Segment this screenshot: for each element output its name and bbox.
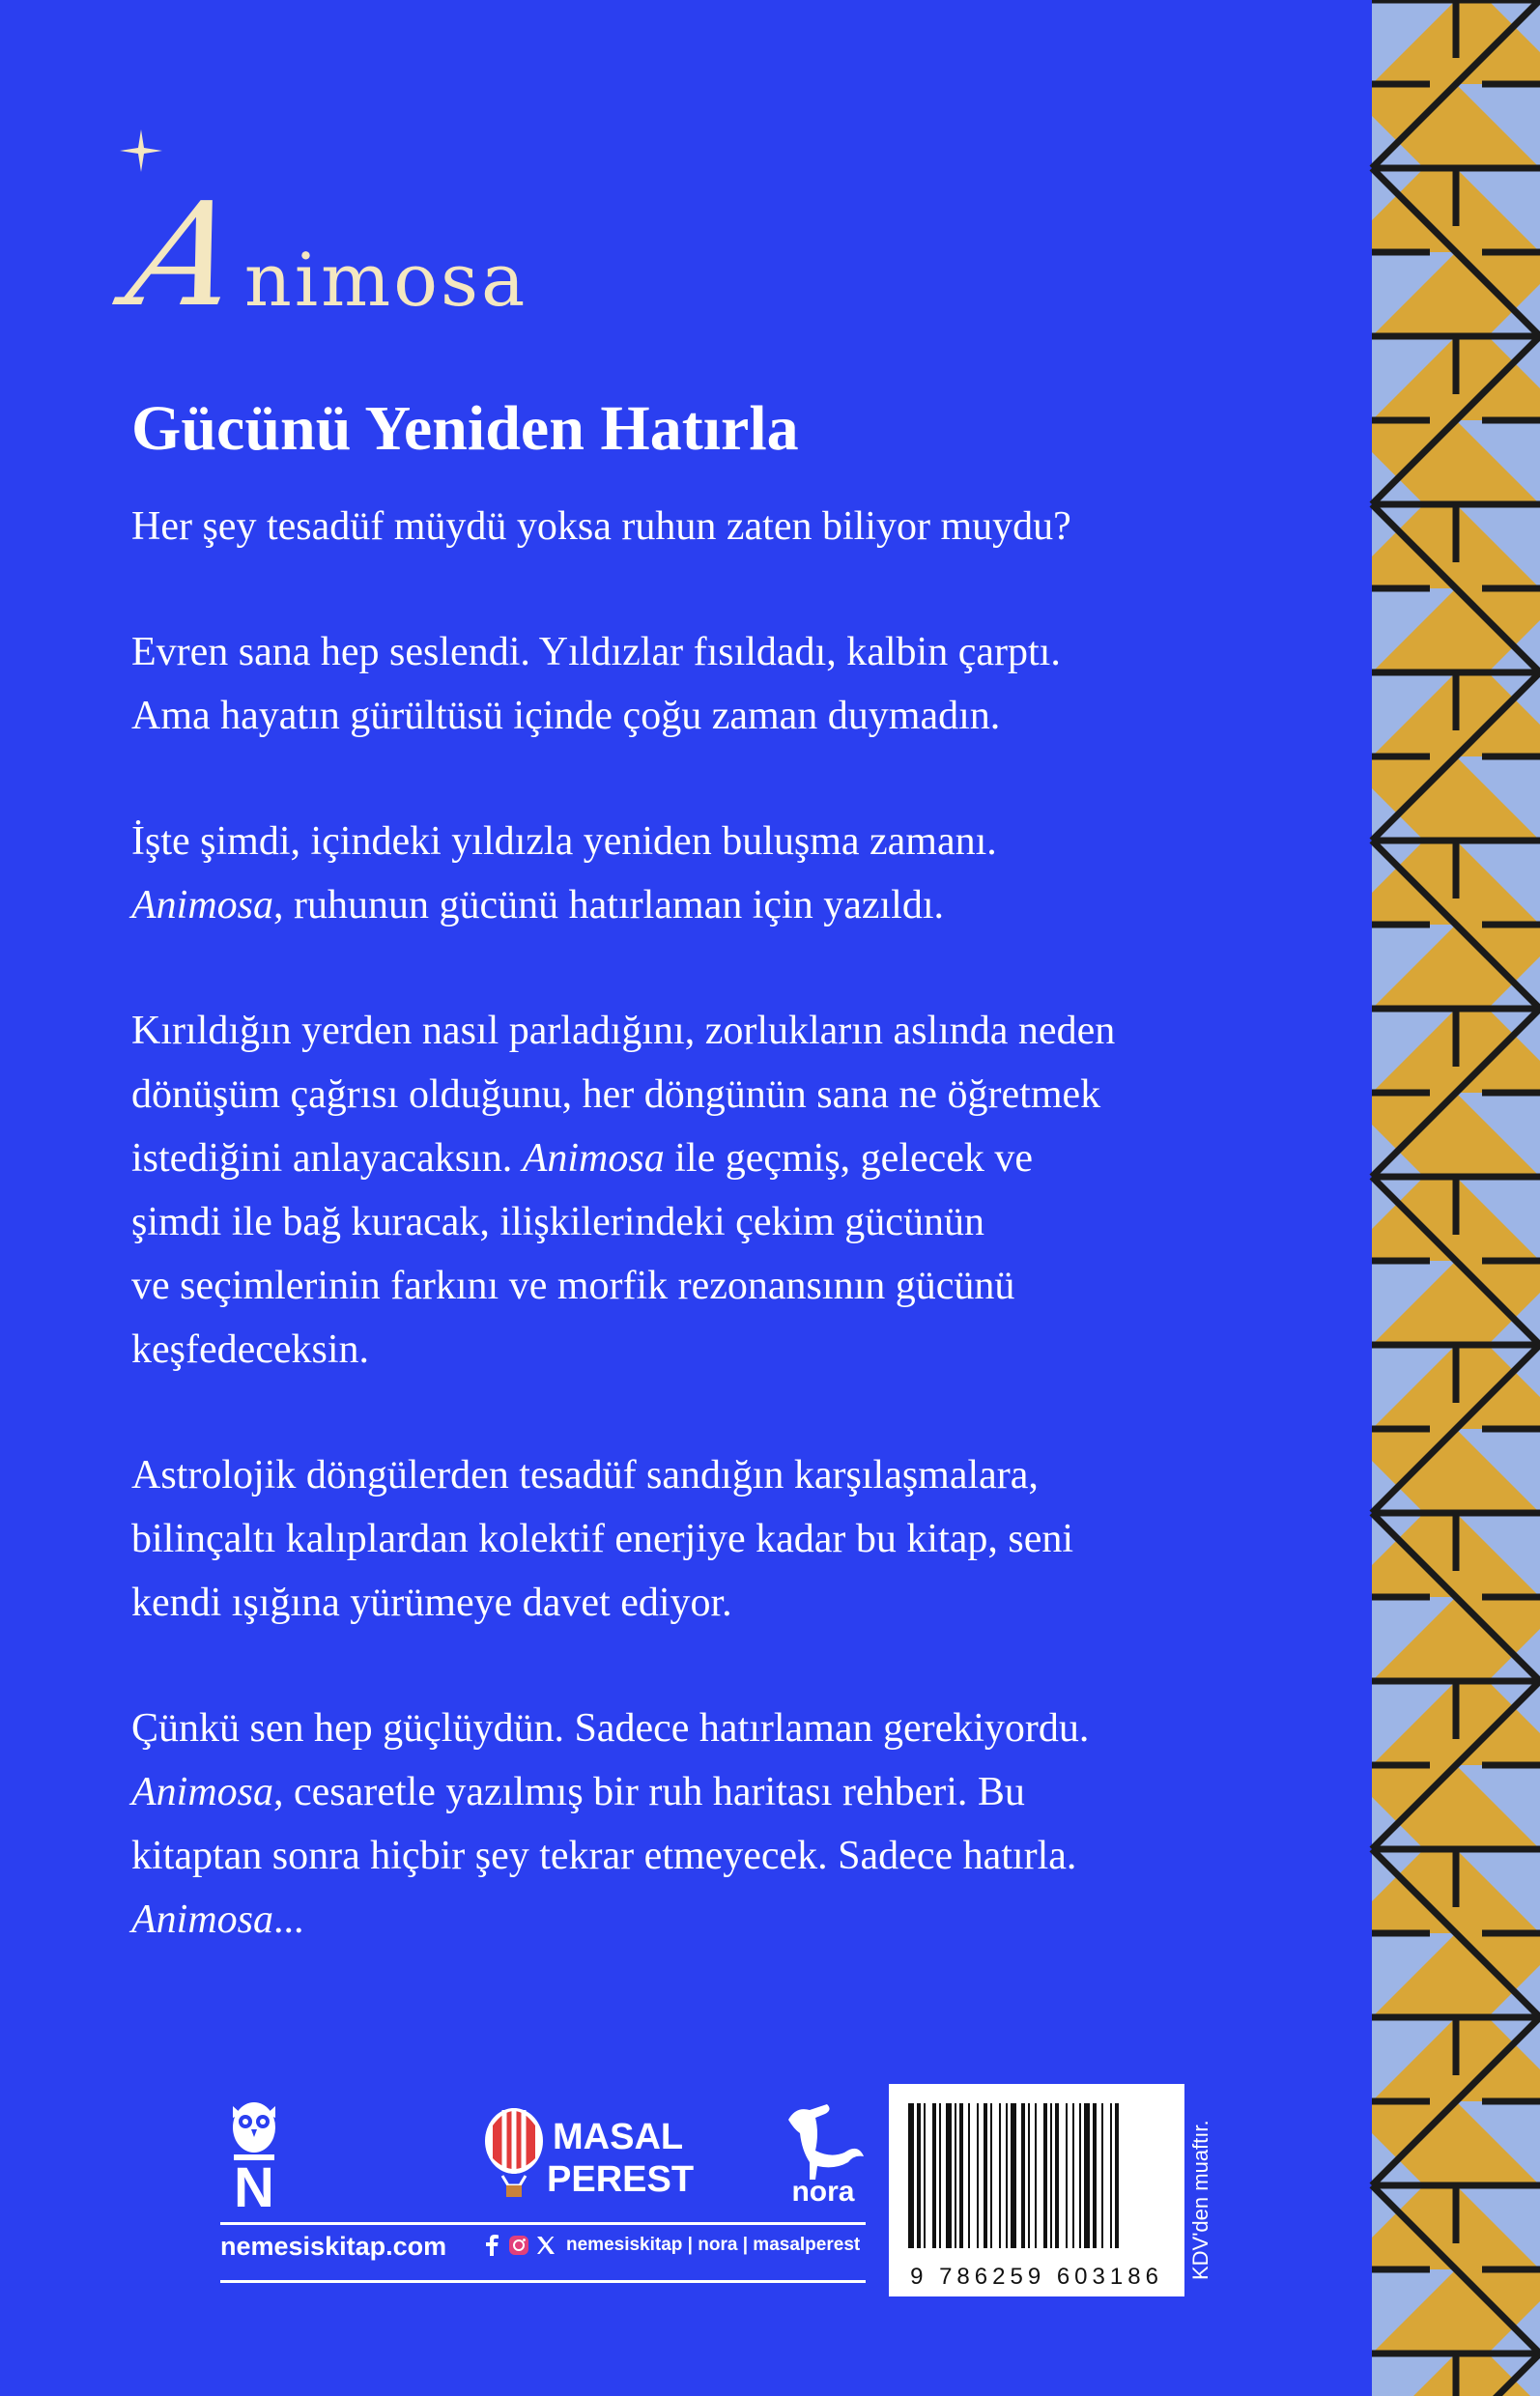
blurb-paragraph	[131, 999, 1271, 1382]
website-link[interactable]: nemesiskitap.com	[220, 2232, 447, 2261]
blurb-line	[131, 684, 1271, 748]
barcode-bar	[1050, 2103, 1052, 2248]
blurb-paragraph	[131, 495, 1271, 558]
blurb-paragraph	[131, 810, 1271, 937]
blurb-paragraph	[131, 620, 1271, 748]
blurb-line-text: dönüşüm çağrısı olduğunu, her döngünün sana ne öğretmek	[131, 1072, 1101, 1117]
nemesis-owl-logo	[220, 2095, 288, 2219]
footer-divider-bottom	[220, 2280, 866, 2283]
barcode-bar	[999, 2103, 1001, 2248]
blurb-line	[131, 1127, 1271, 1190]
blurb-line	[131, 810, 1271, 873]
blurb-line-text: Kırıldığın yerden nasıl parladığını, zorlukların aslında neden	[131, 1009, 1116, 1053]
book-title-italic: Animosa	[522, 1136, 665, 1181]
blurb-line	[131, 1318, 1271, 1382]
blurb-text	[131, 495, 1271, 2013]
blurb-line	[131, 620, 1271, 684]
barcode-bar	[1093, 2103, 1097, 2248]
blurb-paragraph	[131, 1697, 1271, 1952]
barcode-bar	[990, 2103, 992, 2248]
blurb-line	[131, 1190, 1271, 1254]
brand-title-initial: A	[115, 172, 255, 338]
barcode-bar	[1035, 2103, 1037, 2248]
footer-divider-top	[220, 2222, 866, 2225]
blurb-line-text: istediğini anlayacaksın.	[131, 1136, 523, 1181]
barcode-bars	[889, 2084, 1184, 2258]
blurb-line	[131, 495, 1271, 558]
blurb-line	[131, 999, 1271, 1063]
barcode-bar	[968, 2103, 970, 2248]
barcode-bar	[1055, 2103, 1059, 2248]
barcode-bar	[1084, 2103, 1090, 2248]
book-title-italic: Animosa	[131, 1897, 273, 1942]
blurb-line	[131, 1507, 1271, 1571]
stained-glass-pattern	[1372, 0, 1540, 2396]
blurb-line-text: Ama hayatın gürültüsü içinde çoğu zaman duymadın.	[131, 694, 1001, 738]
barcode-bar	[917, 2103, 921, 2248]
barcode-bar	[1028, 2103, 1030, 2248]
blurb-line-text: İşte şimdi, içindeki yıldızla yeniden buluşma zamanı.	[131, 819, 997, 864]
vat-exempt-note: KDV'den muaftır.	[1188, 2120, 1212, 2280]
isbn-barcode	[889, 2084, 1184, 2296]
blurb-line	[131, 1697, 1271, 1760]
blurb-line	[131, 1824, 1271, 1888]
blurb-line	[131, 873, 1271, 937]
blurb-line	[131, 1760, 1271, 1824]
nora-greyhound-logo	[777, 2100, 870, 2208]
blurb-line-text: ile geçmiş, gelecek ve	[664, 1136, 1034, 1181]
blurb-line-text: ve seçimlerinin farkını ve morfik rezonansının gücünü	[131, 1264, 1015, 1308]
social-links	[481, 2235, 860, 2256]
blurb-line-text: Astrolojik döngülerden tesadüf sandığın karşılaşmalara,	[131, 1453, 1039, 1498]
barcode-bar	[1011, 2103, 1016, 2248]
book-title-italic: Animosa	[131, 883, 273, 927]
blurb-paragraph	[131, 1443, 1271, 1635]
barcode-bar	[1043, 2103, 1047, 2248]
blurb-line-text: , ruhunun gücünü hatırlaman için yazıldı.	[273, 883, 944, 927]
barcode-bar	[924, 2103, 926, 2248]
nora-label: nora	[791, 2176, 855, 2208]
barcode-bar	[946, 2103, 952, 2248]
stained-glass-panel	[1372, 0, 1540, 2396]
blurb-line-text: Çünkü sen hep güçlüydün. Sadece hatırlaman gerekiyordu.	[131, 1706, 1090, 1751]
blurb-line	[131, 1063, 1271, 1127]
blurb-line-text: keşfedeceksin.	[131, 1327, 370, 1372]
brand-title-rest: nimosa	[243, 237, 528, 323]
nemesis-initial: N	[234, 2156, 274, 2219]
barcode-bar	[1021, 2103, 1025, 2248]
blurb-line-text: kendi ışığına yürümeye davet ediyor.	[131, 1581, 732, 1625]
blurb-line-text: Evren sana hep seslendi. Yıldızlar fısıldadı, kalbin çarptı.	[131, 630, 1061, 674]
instagram-icon[interactable]	[508, 2235, 529, 2256]
barcode-bar	[1066, 2103, 1068, 2248]
blurb-line	[131, 1254, 1271, 1318]
blurb-line-text: bilinçaltı kalıplardan kolektif enerjiye kadar bu kitap, seni	[131, 1517, 1074, 1561]
blurb-line-text: , cesaretle yazılmış bir ruh haritası rehberi. Bu	[273, 1770, 1025, 1814]
barcode-bar	[1101, 2103, 1103, 2248]
blurb-line-text: ...	[273, 1897, 304, 1942]
blurb-line-text: şimdi ile bağ kuracak, ilişkilerindeki çekim gücünün	[131, 1200, 984, 1244]
barcode-bar	[955, 2103, 956, 2248]
barcode-bar	[959, 2103, 963, 2248]
blurb-line-text: Her şey tesadüf müydü yoksa ruhun zaten biliyor muydu?	[131, 504, 1071, 549]
social-handles: nemesiskitap | nora | masalperest	[566, 2235, 861, 2255]
masal-perest-logo	[481, 2102, 695, 2209]
barcode-bar	[1072, 2103, 1074, 2248]
blurb-line	[131, 1571, 1271, 1635]
barcode-bar	[939, 2103, 941, 2248]
barcode-bar	[1110, 2103, 1112, 2248]
barcode-bar	[977, 2103, 979, 2248]
barcode-bar	[908, 2103, 914, 2248]
book-title-italic: Animosa	[131, 1770, 273, 1814]
blurb-line	[131, 1888, 1271, 1952]
facebook-icon[interactable]	[481, 2235, 502, 2256]
brand-title	[115, 162, 528, 338]
x-icon[interactable]	[535, 2235, 556, 2256]
masal-perest-line2: PEREST	[547, 2159, 695, 2200]
barcode-bar	[1115, 2103, 1119, 2248]
isbn-number: 9 786259 603186	[910, 2264, 1163, 2290]
barcode-bar	[932, 2103, 936, 2248]
blurb-line	[131, 1443, 1271, 1507]
barcode-bar	[984, 2103, 987, 2248]
headline: Gücünü Yeniden Hatırla	[131, 393, 799, 464]
barcode-bar	[1079, 2103, 1081, 2248]
blurb-line-text: kitaptan sonra hiçbir şey tekrar etmeyecek. Sadece hatırla.	[131, 1834, 1077, 1878]
masal-perest-line1: MASAL	[553, 2117, 684, 2157]
barcode-bar	[1006, 2103, 1008, 2248]
